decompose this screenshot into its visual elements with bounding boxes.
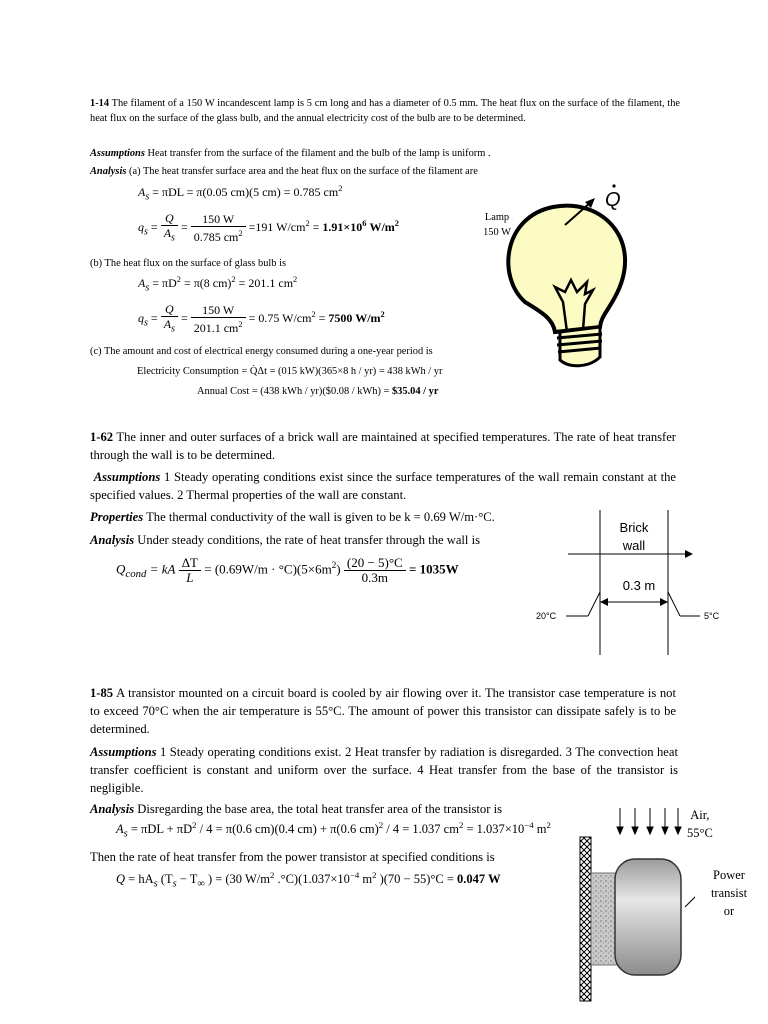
analysis-text: Disregarding the base area, the total heat transfer area of the transistor is xyxy=(137,802,502,816)
analysis-text: (a) The heat transfer surface area and the heat flux on the surface of the filament are xyxy=(129,166,478,177)
assumptions-text: Heat transfer from the surface of the filament and the bulb of the lamp is uniform . xyxy=(147,148,491,159)
eq-rhs: = πDL = π(0.05 cm)(5 cm) = 0.785 cm xyxy=(152,185,339,199)
analysis-line xyxy=(90,164,690,179)
power-transistor-label xyxy=(698,866,760,920)
wall-label-wall: wall xyxy=(622,538,646,553)
analysis-line xyxy=(90,531,570,549)
eq-numerator: 150 W xyxy=(191,303,246,318)
properties-label: Properties xyxy=(90,510,144,524)
equation-annual-cost xyxy=(197,384,438,399)
eq-part-5: m xyxy=(536,822,547,837)
eq-result: 1.91×10 xyxy=(322,219,363,234)
analysis-text: Under steady conditions, the rate of heat transfer through the wall is xyxy=(137,533,480,547)
eq-result: 7500 W/m xyxy=(328,310,381,325)
eq-part-1: = hA xyxy=(128,872,154,887)
air-label-line2: 55°C xyxy=(687,826,713,840)
part-b-line: (b) The heat flux on the surface of glass bulb is xyxy=(90,258,287,269)
assumptions-line xyxy=(90,743,678,797)
eq-result: = 1035W xyxy=(408,561,459,577)
eq-part-3: / 4 = 1.037 cm xyxy=(386,822,459,837)
eq-symbol: A xyxy=(138,185,146,199)
eq-end: = 201.1 cm xyxy=(238,276,294,290)
eq-numerator-2: (20 − 5)°C xyxy=(344,556,406,571)
eq-symbol: q xyxy=(138,219,144,234)
power-label-line2: transist xyxy=(710,886,748,900)
assumptions-label: Assumptions xyxy=(93,470,161,484)
eq-part-5: .°C)(1.037×10 xyxy=(277,872,350,887)
power-label-line1: Power xyxy=(713,868,745,882)
assumptions-line xyxy=(90,146,690,161)
equation-filament-area: $A_s = \pi DL = \pi(0.05$ cm)(5 cm) = 0.785 $cm^2$ xyxy=(138,184,343,203)
equation-heat-rate: $Q = hA_s$ ($T_s - T_\infty$ ) = (30 $W/m^2$ $.^\circ C)(1.037\times 10^{-4}$ $m^2$ )(70 − 55)°C = 0.047 W xyxy=(116,870,501,890)
eq-unit: W/m xyxy=(369,219,395,234)
eq-rhs: = πD xyxy=(152,276,177,290)
eq-denominator-2: 0.3m xyxy=(361,570,388,585)
equation-bulb-area: $A_s = \pi D^2 = \pi(8$ cm)$^2$ = 201.1 $cm^2$ xyxy=(138,275,298,294)
eq-part-3: − T xyxy=(179,872,198,887)
eq-result: $35.04 / yr xyxy=(391,386,439,397)
air-label-line1: Air, xyxy=(690,808,710,822)
light-bulb-illustration xyxy=(505,182,655,372)
thickness-label: 0.3 m xyxy=(622,578,656,593)
equation-conduction: $Q_{cond}$ = kA $\frac{\Delta T}{L}$ = $(0.69W/m \cdot ^\circ C)(5\times 6m^2)$ $\frac{(20 - 5)^\circ C}{0.3m}$ = 1035W xyxy=(116,555,459,585)
eq-part-2: (T xyxy=(160,872,173,887)
problem-1-85-intro xyxy=(90,684,676,738)
problem-number: 1-14 xyxy=(90,98,110,109)
inner-temperature-label: 20°C xyxy=(536,611,557,621)
power-label-line3: or xyxy=(723,904,735,918)
eq-numerator: ΔT xyxy=(179,556,201,571)
eq-part-4: ) = (30 W/m xyxy=(207,872,270,887)
assumptions-label: Assumptions xyxy=(90,745,157,759)
lamp-label-line1: Lamp xyxy=(484,212,510,223)
problem-1-14-intro xyxy=(90,96,680,126)
problem-number: 1-62 xyxy=(90,430,114,444)
eq-numerator: 150 W xyxy=(191,212,246,227)
intro-text: The inner and outer surfaces of a brick wall are maintained at specified temperatures. The rate of heat transfer through the wall is to be determined. xyxy=(90,430,676,462)
eq-mid: = 0.75 W/cm xyxy=(248,310,312,325)
lamp-label-line2: 150 W xyxy=(483,227,511,238)
eq-denominator: 201.1 cm xyxy=(193,321,239,336)
analysis-label: Analysis xyxy=(90,533,135,547)
equation-electricity: Electricity Consumption = Q̇Δt = (015 kW)(365×8 h / yr) = 438 kWh / yr xyxy=(137,366,443,377)
eq-denominator: 0.785 cm xyxy=(193,230,239,245)
eq-subscript: cond xyxy=(125,568,147,581)
intro-text: A transistor mounted on a circuit board is cooled by air flowing over it. The transistor case temperature is not to exceed 70°C when the air temperature is 55°C. The amount of power this transistor can dissipate safely is to be determined. xyxy=(90,686,676,736)
brick-wall-diagram xyxy=(528,510,728,660)
analysis-label: Analysis xyxy=(90,166,127,177)
eq-mid: = (0.69W/m · °C)(5×6m xyxy=(204,561,332,577)
problem-number: 1-85 xyxy=(90,686,114,700)
equation-transistor-area: $A_s = \pi DL + \pi D^2 / 4 = \pi(0.6$ cm)(0.4 cm) + π(0.6 cm)$^2$ / 4 = 1.037 $cm^2 = 1.037\times 10^{-4}$ $m^2$ xyxy=(116,820,551,840)
eq-result: 0.047 W xyxy=(457,872,501,887)
equation-bulb-flux: $q_s$ = $\frac{Q}{A_s}$ = $\frac{150 W}{201.1 cm^2}$ = 0.75 $W/cm^2 = 7500$ $W/m^2$ xyxy=(138,302,385,336)
intro-text: The filament of a 150 W incandescent lamp is 5 cm long and has a diameter of 0.5 mm. The heat flux on the surface of the filament, the heat flux on the surface of the glass bulb, and the annual electricity cost of the bulb are to be determined. xyxy=(90,98,681,124)
assumptions-text: 1 Steady operating conditions exist. 2 Heat transfer by radiation is disregarded. 3 The convection heat transfer coefficient is constant and uniform over the surface. 4 Heat transfer from the base of the transistor is negligible. xyxy=(90,745,678,795)
heat-rate-symbol: Q xyxy=(605,189,621,211)
circuit-board xyxy=(580,837,591,1001)
air-flow-arrows xyxy=(610,808,690,836)
wall-label-brick: Brick xyxy=(619,520,649,535)
analysis-line xyxy=(90,800,610,818)
assumptions-line xyxy=(90,468,676,504)
eq-denominator: L xyxy=(186,570,194,585)
analysis-label: Analysis xyxy=(90,802,135,816)
power-transistor-illustration xyxy=(575,835,695,1003)
properties-line xyxy=(90,508,590,526)
eq-symbol: Q xyxy=(116,561,126,577)
outer-temperature-label: 5°C xyxy=(704,611,720,621)
equation-filament-flux: $q_s$ = $\frac{Q}{A_s}$ = $\frac{150 W}{0.785 cm^2}$ =191 $W/cm^2 = 1.91\times 10^6$ $W/m^2$ xyxy=(138,211,399,245)
eq-mid: =191 W/cm xyxy=(248,219,306,234)
properties-text: The thermal conductivity of the wall is given to be k = 0.69 W/m·°C. xyxy=(146,510,495,524)
eq-text: Annual Cost = (438 kWh / yr)($0.08 / kWh) = xyxy=(197,386,392,397)
assumptions-label: Assumptions xyxy=(90,148,145,159)
eq-part-2: / 4 = π(0.6 cm)(0.4 cm) + π(0.6 cm) xyxy=(199,822,379,837)
part-c-line: (c) The amount and cost of electrical energy consumed during a one-year period is xyxy=(90,346,433,357)
problem-1-62-intro xyxy=(90,428,676,464)
eq-ka: = kA xyxy=(149,561,176,577)
eq-part-7: )(70 − 55)°C = xyxy=(379,872,458,887)
then-line: Then the rate of heat transfer from the power transistor at specified conditions is xyxy=(90,850,495,864)
eq-part-6: m xyxy=(362,872,373,887)
eq-part-1: = πDL + πD xyxy=(130,822,193,837)
eq-rest: = π(8 cm) xyxy=(183,276,232,290)
eq-part-4: = 1.037×10 xyxy=(466,822,525,837)
assumptions-text: 1 Steady operating conditions exist since the surface temperatures of the wall remain constant at the specified values. 2 Thermal properties of the wall are constant. xyxy=(90,470,676,502)
transistor-case xyxy=(615,859,681,975)
